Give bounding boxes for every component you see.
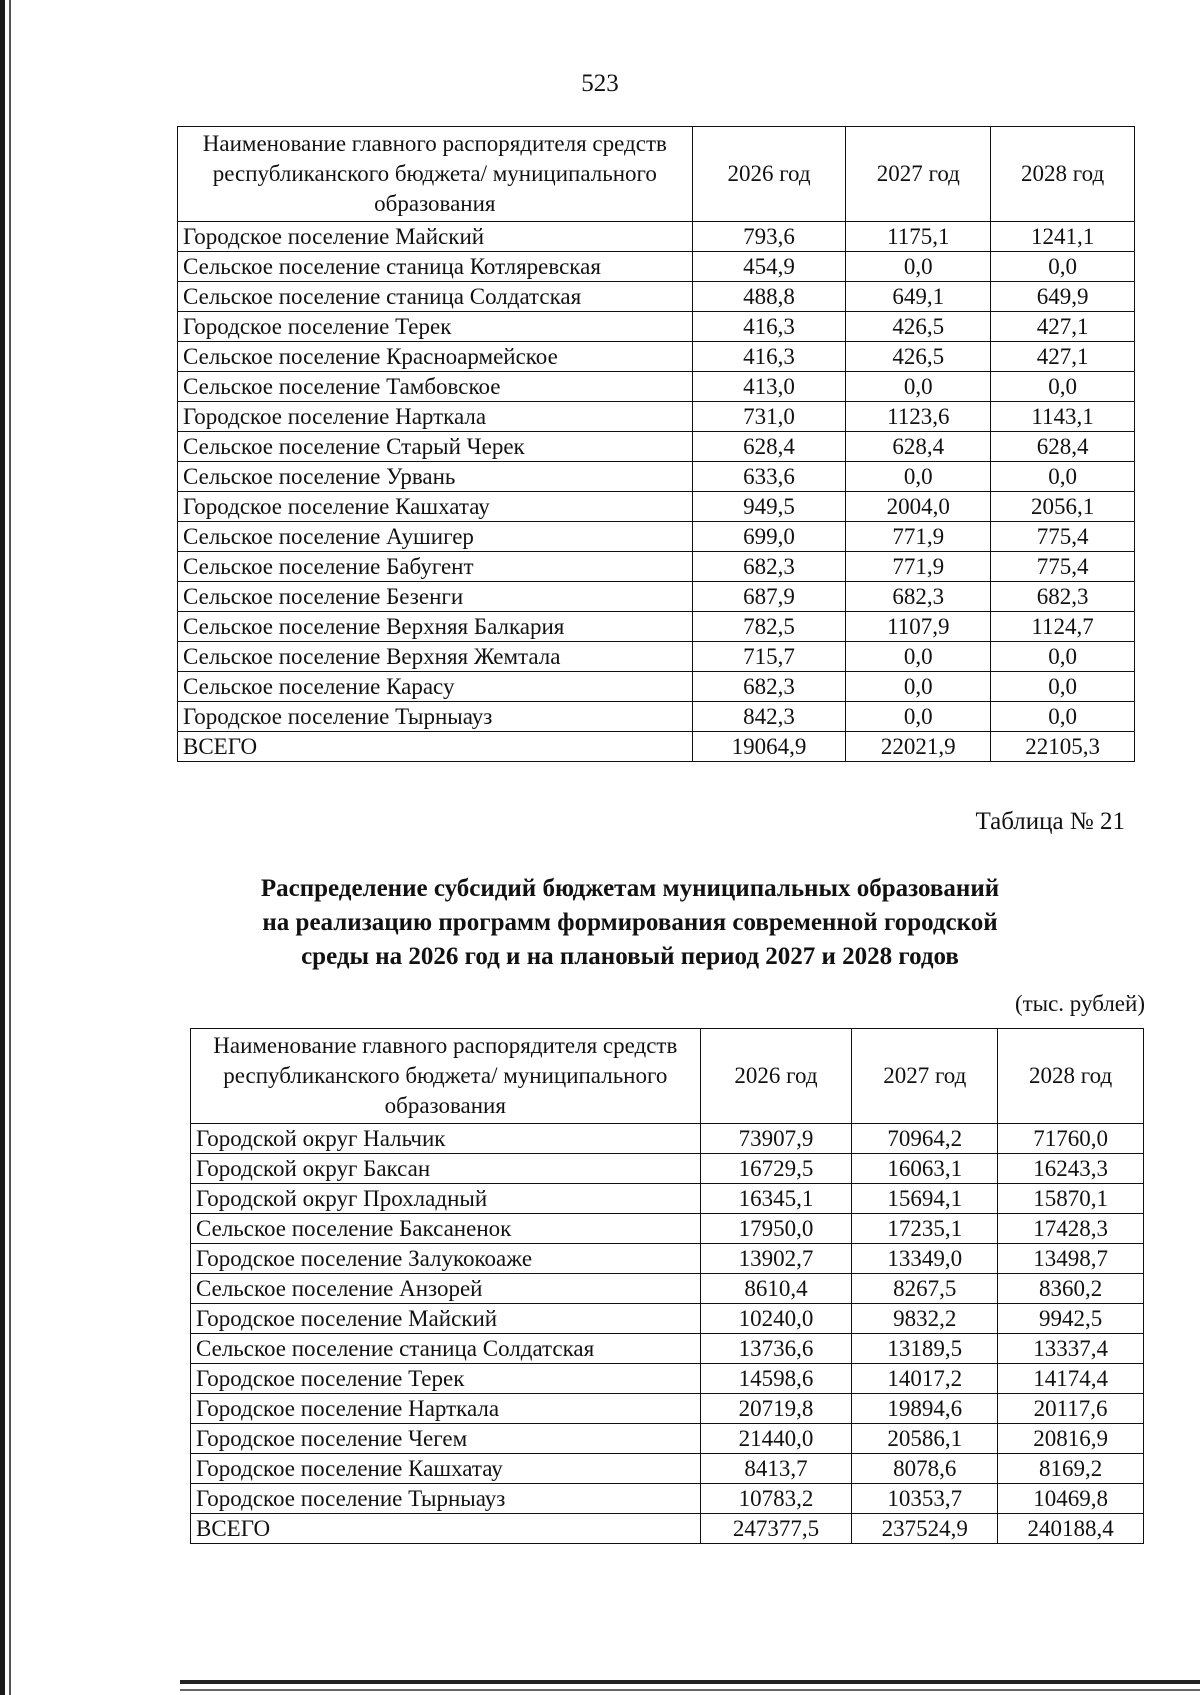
cell-2027: 14017,2: [852, 1364, 998, 1394]
cell-2028: 13498,7: [998, 1244, 1144, 1274]
cell-2027: 2004,0: [846, 492, 991, 522]
cell-2026: 715,7: [692, 642, 846, 672]
column-header-2026: 2026 год: [692, 127, 846, 222]
cell-2028: 682,3: [991, 582, 1135, 612]
cell-name: Городское поселение Кашхатау: [191, 1454, 701, 1484]
table-row: [191, 1214, 1144, 1244]
cell-2026: 16345,1: [700, 1184, 852, 1214]
cell-2027: 22021,9: [846, 732, 991, 762]
table-heading-line: среды на 2026 год и на плановый период 2027 и 2028 годов: [301, 943, 959, 970]
table-row: [178, 582, 1135, 612]
cell-name: Сельское поселение Анзорей: [191, 1274, 701, 1304]
table-total-row: [178, 732, 1135, 762]
cell-name: Сельское поселение Тамбовское: [178, 372, 693, 402]
column-header-name: Наименование главного распорядителя средств республиканского бюджета/ муниципального образования: [191, 1029, 701, 1124]
cell-name: Городское поселение Майский: [191, 1304, 701, 1334]
table-row: [191, 1184, 1144, 1214]
cell-2028: 1143,1: [991, 402, 1135, 432]
table-row: [178, 342, 1135, 372]
cell-2026: 488,8: [692, 282, 846, 312]
cell-2026: 17950,0: [700, 1214, 852, 1244]
table-heading: [170, 872, 1090, 974]
cell-name: Сельское поселение Баксаненок: [191, 1214, 701, 1244]
cell-2026: 682,3: [692, 552, 846, 582]
cell-2026: 20719,8: [700, 1394, 852, 1424]
cell-2027: 1107,9: [846, 612, 991, 642]
cell-2026: 782,5: [692, 612, 846, 642]
table-row: [178, 282, 1135, 312]
table-row: [191, 1364, 1144, 1394]
scan-edge-left: [0, 0, 5, 1695]
cell-2027: 426,5: [846, 342, 991, 372]
table-row: [191, 1124, 1144, 1154]
cell-2026: 842,3: [692, 702, 846, 732]
table-row: [178, 312, 1135, 342]
cell-2027: 771,9: [846, 522, 991, 552]
column-header-2027: 2027 год: [852, 1029, 998, 1124]
cell-2026: 454,9: [692, 252, 846, 282]
cell-2028: 16243,3: [998, 1154, 1144, 1184]
subsidy-table-21: [190, 1028, 1144, 1544]
cell-2027: 426,5: [846, 312, 991, 342]
cell-2026: 10783,2: [700, 1484, 852, 1514]
cell-2028: 240188,4: [998, 1514, 1144, 1544]
cell-name: Сельское поселение Старый Черек: [178, 432, 693, 462]
cell-2027: 13349,0: [852, 1244, 998, 1274]
cell-2028: 0,0: [991, 672, 1135, 702]
cell-2027: 10353,7: [852, 1484, 998, 1514]
cell-name: Городское поселение Нарткала: [178, 402, 693, 432]
column-header-2028: 2028 год: [998, 1029, 1144, 1124]
cell-2027: 237524,9: [852, 1514, 998, 1544]
cell-name: Городское поселение Нарткала: [191, 1394, 701, 1424]
cell-name: Городское поселение Кашхатау: [178, 492, 693, 522]
table-heading-line: Распределение субсидий бюджетам муниципальных образований: [260, 875, 1000, 902]
cell-2028: 427,1: [991, 312, 1135, 342]
cell-2027: 8267,5: [852, 1274, 998, 1304]
cell-2028: 8360,2: [998, 1274, 1144, 1304]
table-row: [178, 252, 1135, 282]
table-row: [178, 552, 1135, 582]
table-row: [191, 1244, 1144, 1274]
cell-name: Городской округ Баксан: [191, 1154, 701, 1184]
cell-2026: 628,4: [692, 432, 846, 462]
cell-name: Сельское поселение Карасу: [178, 672, 693, 702]
cell-2026: 682,3: [692, 672, 846, 702]
table-row: [191, 1334, 1144, 1364]
table-row: [191, 1484, 1144, 1514]
cell-2026: 687,9: [692, 582, 846, 612]
column-header-2026: 2026 год: [700, 1029, 852, 1124]
cell-2026: 8413,7: [700, 1454, 852, 1484]
table-row: [191, 1424, 1144, 1454]
cell-2028: 8169,2: [998, 1454, 1144, 1484]
cell-2026: 19064,9: [692, 732, 846, 762]
cell-name: Сельское поселение Бабугент: [178, 552, 693, 582]
cell-2028: 775,4: [991, 552, 1135, 582]
cell-2028: 20117,6: [998, 1394, 1144, 1424]
cell-2027: 649,1: [846, 282, 991, 312]
cell-2027: 0,0: [846, 642, 991, 672]
table-row: [178, 492, 1135, 522]
cell-2028: 20816,9: [998, 1424, 1144, 1454]
cell-name: Городской округ Нальчик: [191, 1124, 701, 1154]
cell-2027: 17235,1: [852, 1214, 998, 1244]
cell-2027: 0,0: [846, 702, 991, 732]
cell-name: Сельское поселение Красноармейское: [178, 342, 693, 372]
column-header-name: Наименование главного распорядителя средств республиканского бюджета/ муниципального образования: [178, 127, 693, 222]
cell-2028: 628,4: [991, 432, 1135, 462]
cell-2027: 771,9: [846, 552, 991, 582]
table-header-row: [191, 1029, 1144, 1124]
cell-name: Сельское поселение станица Солдатская: [191, 1334, 701, 1364]
cell-name: Сельское поселение станица Солдатская: [178, 282, 693, 312]
table-row: [178, 432, 1135, 462]
cell-2027: 1123,6: [846, 402, 991, 432]
cell-2027: 16063,1: [852, 1154, 998, 1184]
cell-2028: 0,0: [991, 642, 1135, 672]
table-row: [178, 462, 1135, 492]
cell-name: Сельское поселение Аушигер: [178, 522, 693, 552]
table-row: [191, 1454, 1144, 1484]
cell-2028: 15870,1: [998, 1184, 1144, 1214]
cell-name: Городское поселение Залукокоаже: [191, 1244, 701, 1274]
cell-2026: 73907,9: [700, 1124, 852, 1154]
cell-2026: 699,0: [692, 522, 846, 552]
cell-2026: 13902,7: [700, 1244, 852, 1274]
cell-name: Сельское поселение Верхняя Балкария: [178, 612, 693, 642]
cell-2028: 14174,4: [998, 1364, 1144, 1394]
cell-2028: 0,0: [991, 252, 1135, 282]
scan-edge-left-line: [9, 0, 11, 1695]
cell-2026: 8610,4: [700, 1274, 852, 1304]
cell-2028: 71760,0: [998, 1124, 1144, 1154]
cell-2027: 628,4: [846, 432, 991, 462]
cell-2028: 1124,7: [991, 612, 1135, 642]
cell-name: Городское поселение Майский: [178, 222, 693, 252]
cell-2026: 416,3: [692, 312, 846, 342]
subsidy-table-continued: [177, 126, 1135, 762]
cell-2028: 17428,3: [998, 1214, 1144, 1244]
cell-2028: 0,0: [991, 702, 1135, 732]
cell-2026: 14598,6: [700, 1364, 852, 1394]
cell-2028: 1241,1: [991, 222, 1135, 252]
cell-2028: 2056,1: [991, 492, 1135, 522]
cell-2028: 22105,3: [991, 732, 1135, 762]
cell-2027: 9832,2: [852, 1304, 998, 1334]
table-row: [178, 372, 1135, 402]
scan-edge-bottom-line: [180, 1689, 1200, 1691]
cell-2027: 0,0: [846, 252, 991, 282]
table-row: [178, 402, 1135, 432]
table-row: [178, 702, 1135, 732]
cell-2027: 682,3: [846, 582, 991, 612]
cell-2027: 20586,1: [852, 1424, 998, 1454]
table-body: [191, 1124, 1144, 1544]
cell-name: Городское поселение Терек: [191, 1364, 701, 1394]
cell-2027: 15694,1: [852, 1184, 998, 1214]
cell-2027: 70964,2: [852, 1124, 998, 1154]
cell-2026: 13736,6: [700, 1334, 852, 1364]
cell-name: Сельское поселение Верхняя Жемтала: [178, 642, 693, 672]
column-header-2027: 2027 год: [846, 127, 991, 222]
cell-name: Городское поселение Тырныауз: [178, 702, 693, 732]
cell-2028: 10469,8: [998, 1484, 1144, 1514]
cell-2028: 0,0: [991, 372, 1135, 402]
cell-2026: 416,3: [692, 342, 846, 372]
cell-2028: 649,9: [991, 282, 1135, 312]
cell-2026: 413,0: [692, 372, 846, 402]
cell-2027: 0,0: [846, 672, 991, 702]
cell-2027: 0,0: [846, 462, 991, 492]
cell-name: ВСЕГО: [191, 1514, 701, 1544]
table-header-row: [178, 127, 1135, 222]
cell-name: Сельское поселение Урвань: [178, 462, 693, 492]
cell-2027: 13189,5: [852, 1334, 998, 1364]
table-body: [178, 222, 1135, 762]
cell-name: Городское поселение Тырныауз: [191, 1484, 701, 1514]
table-row: [191, 1154, 1144, 1184]
cell-2026: 949,5: [692, 492, 846, 522]
cell-2027: 19894,6: [852, 1394, 998, 1424]
cell-2026: 247377,5: [700, 1514, 852, 1544]
cell-2026: 731,0: [692, 402, 846, 432]
cell-2027: 0,0: [846, 372, 991, 402]
cell-name: ВСЕГО: [178, 732, 693, 762]
table-heading-line: на реализацию программ формирования современной городской: [262, 909, 998, 936]
page-number: 523: [581, 70, 619, 97]
table-row: [178, 522, 1135, 552]
cell-2026: 16729,5: [700, 1154, 852, 1184]
table-row: [178, 222, 1135, 252]
table-caption: Таблица № 21: [975, 808, 1125, 835]
column-header-2028: 2028 год: [991, 127, 1135, 222]
cell-2027: 8078,6: [852, 1454, 998, 1484]
cell-name: Городское поселение Терек: [178, 312, 693, 342]
cell-name: Сельское поселение Безенги: [178, 582, 693, 612]
cell-name: Сельское поселение станица Котляревская: [178, 252, 693, 282]
cell-2027: 1175,1: [846, 222, 991, 252]
cell-2026: 793,6: [692, 222, 846, 252]
table-row: [191, 1394, 1144, 1424]
cell-name: Городской округ Прохладный: [191, 1184, 701, 1214]
cell-2028: 9942,5: [998, 1304, 1144, 1334]
cell-2026: 633,6: [692, 462, 846, 492]
cell-name: Городское поселение Чегем: [191, 1424, 701, 1454]
table-row: [178, 612, 1135, 642]
cell-2026: 10240,0: [700, 1304, 852, 1334]
table-row: [178, 672, 1135, 702]
table-row: [191, 1274, 1144, 1304]
cell-2028: 775,4: [991, 522, 1135, 552]
cell-2028: 427,1: [991, 342, 1135, 372]
units-label: (тыс. рублей): [1014, 991, 1145, 1016]
cell-2026: 21440,0: [700, 1424, 852, 1454]
table-row: [178, 642, 1135, 672]
cell-2028: 0,0: [991, 462, 1135, 492]
scan-edge-bottom: [180, 1680, 1200, 1684]
table-total-row: [191, 1514, 1144, 1544]
table-row: [191, 1304, 1144, 1334]
cell-2028: 13337,4: [998, 1334, 1144, 1364]
